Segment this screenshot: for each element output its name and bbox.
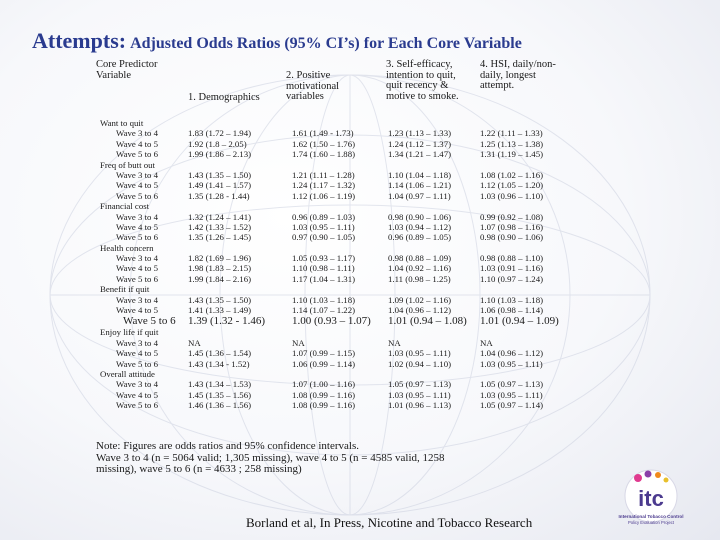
row-label: Wave 4 to 5 <box>116 180 159 191</box>
table-cell: 1.24 (1.17 – 1.32) <box>292 180 356 191</box>
table-cell: 1.43 (1.34 – 1.53) <box>188 379 252 390</box>
table-cell: 1.35 (1.28 - 1.44) <box>188 190 250 201</box>
row-label: Wave 3 to 4 <box>116 337 159 348</box>
section-header <box>96 201 596 211</box>
table-cell: 1.08 (0.99 – 1.16) <box>292 389 356 400</box>
table-cell: 1.07 (0.99 – 1.15) <box>292 348 356 359</box>
row-label: Wave 5 to 6 <box>123 315 176 328</box>
table-cell: 1.04 (0.92 – 1.16) <box>388 263 452 274</box>
table-row <box>96 191 596 201</box>
table-note <box>96 441 445 476</box>
section-label: Financial cost <box>100 201 150 212</box>
table-row <box>96 263 596 273</box>
table-cell: 1.45 (1.35 – 1.56) <box>188 389 252 400</box>
table-cell: 1.10 (1.03 – 1.18) <box>292 294 356 305</box>
table-row <box>96 180 596 190</box>
table-cell: 1.43 (1.34 - 1.52) <box>188 358 250 369</box>
table-cell: 1.39 (1.32 - 1.46) <box>188 315 265 328</box>
logo-dot <box>634 474 642 482</box>
section-header <box>96 369 596 379</box>
row-label: Wave 3 to 4 <box>116 253 159 264</box>
header-line: 2. Positive <box>286 70 331 81</box>
table-cell: 1.07 (0.98 – 1.16) <box>480 221 544 232</box>
table-cell: 1.14 (1.06 – 1.21) <box>388 180 452 191</box>
table-row <box>96 170 596 180</box>
row-label: Wave 5 to 6 <box>116 358 159 369</box>
table-row <box>96 400 596 410</box>
row-label: Wave 3 to 4 <box>116 169 159 180</box>
table-row <box>96 128 596 138</box>
table-row <box>96 338 596 348</box>
section-label: Freq of butt out <box>100 159 155 170</box>
table-cell: 0.97 (0.90 – 1.05) <box>292 232 356 243</box>
table-row <box>96 274 596 284</box>
logo-subtitle: Policy Evaluation Project <box>627 520 675 525</box>
logo-text: itc <box>638 486 664 511</box>
table-cell: 1.10 (0.97 – 1.24) <box>480 273 544 284</box>
header-line: 1. Demographics <box>188 92 260 103</box>
table-cell: 1.03 (0.95 – 1.11) <box>480 389 543 400</box>
section-header <box>96 243 596 253</box>
table-cell: 1.00 (0.93 – 1.07) <box>292 315 371 328</box>
table-cell: 0.98 (0.88 – 1.10) <box>480 253 544 264</box>
table-cell: 1.10 (1.03 – 1.18) <box>480 294 544 305</box>
table-cell: 1.32 (1.24 – 1.41) <box>188 211 252 222</box>
row-label: Wave 5 to 6 <box>116 149 159 160</box>
table-row <box>96 390 596 400</box>
table-cell: 1.12 (1.05 – 1.20) <box>480 180 544 191</box>
itc-logo <box>618 466 704 532</box>
table-cell: 1.23 (1.13 – 1.33) <box>388 128 452 139</box>
logo-subtitle: International Tobacco Control <box>618 514 684 519</box>
table-row <box>96 295 596 305</box>
row-label: Wave 3 to 4 <box>116 294 159 305</box>
section-header <box>96 327 596 337</box>
row-label: Wave 4 to 5 <box>116 305 159 316</box>
header-line: 3. Self-efficacy, <box>386 59 453 70</box>
table-cell: 0.96 (0.89 – 1.03) <box>292 211 356 222</box>
table-cell: 1.07 (1.00 – 1.16) <box>292 379 356 390</box>
section-label: Health concern <box>100 242 154 253</box>
table-cell: 1.22 (1.11 – 1.33) <box>480 128 543 139</box>
table-cell: 1.05 (0.97 – 1.13) <box>388 379 452 390</box>
row-label: Wave 4 to 5 <box>116 221 159 232</box>
logo-dot <box>664 478 669 483</box>
table-cell: 1.09 (1.02 – 1.16) <box>388 294 452 305</box>
table-cell: 1.02 (0.94 – 1.10) <box>388 358 452 369</box>
table-cell: 1.21 (1.11 – 1.28) <box>292 169 355 180</box>
table-cell: 1.43 (1.35 – 1.50) <box>188 294 252 305</box>
table-cell: 1.05 (0.97 – 1.14) <box>480 400 544 411</box>
section-header <box>96 160 596 170</box>
table-cell: 1.01 (0.94 – 1.08) <box>388 315 467 328</box>
table-cell: 0.96 (0.89 – 1.05) <box>388 232 452 243</box>
table-cell: 1.24 (1.12 – 1.37) <box>388 138 452 149</box>
table-cell: 1.05 (0.97 – 1.13) <box>480 379 544 390</box>
table-cell: 1.43 (1.35 – 1.50) <box>188 169 252 180</box>
table-row <box>96 348 596 358</box>
table-row <box>96 253 596 263</box>
table-cell: 1.03 (0.91 – 1.16) <box>480 263 544 274</box>
table-cell: 1.03 (0.94 – 1.12) <box>388 221 452 232</box>
table-cell: 1.99 (1.86 – 2.13) <box>188 149 252 160</box>
row-label: Wave 4 to 5 <box>116 138 159 149</box>
table-cell: 1.06 (0.98 – 1.14) <box>480 305 544 316</box>
table-row <box>96 149 596 159</box>
table-cell: 1.34 (1.21 – 1.47) <box>388 149 452 160</box>
table-cell: 1.62 (1.50 – 1.76) <box>292 138 356 149</box>
table-cell: 0.99 (0.92 – 1.08) <box>480 211 544 222</box>
table-row <box>96 379 596 389</box>
table-cell: 1.11 (0.98 – 1.25) <box>388 273 451 284</box>
table-cell: 1.03 (0.96 – 1.10) <box>480 190 544 201</box>
table-cell: 1.12 (1.06 – 1.19) <box>292 190 356 201</box>
table-cell: 1.17 (1.04 – 1.31) <box>292 273 356 284</box>
table-cell: 1.83 (1.72 – 1.94) <box>188 128 252 139</box>
table-cell: 1.45 (1.36 – 1.54) <box>188 348 252 359</box>
header-line: attempt. <box>480 80 515 91</box>
citation: Borland et al, In Press, Nicotine and Tobacco Research <box>246 515 533 530</box>
table-cell: 1.04 (0.96 – 1.12) <box>480 348 544 359</box>
table-cell: NA <box>480 337 493 348</box>
section-label: Want to quit <box>100 118 144 128</box>
section-label: Benefit if quit <box>100 284 150 295</box>
table-cell: 1.03 (0.95 – 1.11) <box>388 348 451 359</box>
header-line: Variable <box>96 69 131 81</box>
row-label: Wave 3 to 4 <box>116 128 159 139</box>
table-cell: 0.98 (0.90 – 1.06) <box>480 232 544 243</box>
section-header <box>96 118 596 128</box>
header-self-efficacy <box>386 60 459 102</box>
header-line: daily, longest <box>480 69 536 81</box>
table-cell: 1.10 (0.98 – 1.11) <box>292 263 355 274</box>
table-cell: 1.01 (0.96 – 1.13) <box>388 400 452 411</box>
table-cell: 1.92 (1.8 – 2.05) <box>188 138 247 149</box>
table-cell: 1.10 (1.04 – 1.18) <box>388 169 452 180</box>
table-row <box>96 359 596 369</box>
header-line: 4. HSI, daily/non- <box>480 59 556 70</box>
table-cell: NA <box>388 337 401 348</box>
logo-dot <box>645 471 652 478</box>
table-cell: 1.49 (1.41 – 1.57) <box>188 180 252 191</box>
odds-ratio-table <box>96 60 596 470</box>
note-line: Wave 3 to 4 (n = 5064 valid; 1,305 missing), wave 4 to 5 (n = 4585 valid, 1258 <box>96 451 445 464</box>
title-rest: Adjusted Odds Ratios (95% CI’s) for Each Core Variable <box>130 35 522 52</box>
table-cell: 1.01 (0.94 – 1.09) <box>480 315 559 328</box>
row-label: Wave 3 to 4 <box>116 211 159 222</box>
section-label: Overall attitude <box>100 368 155 379</box>
header-line: Core Predictor <box>96 59 158 70</box>
header-hsi <box>480 60 556 92</box>
table-cell: 0.98 (0.88 – 1.09) <box>388 253 452 264</box>
row-label: Wave 5 to 6 <box>116 232 159 243</box>
row-label: Wave 5 to 6 <box>116 190 159 201</box>
row-label: Wave 4 to 5 <box>116 348 159 359</box>
table-cell: 1.82 (1.69 – 1.96) <box>188 253 252 264</box>
header-line: motive to smoke. <box>386 90 459 102</box>
table-row <box>96 139 596 149</box>
row-label: Wave 3 to 4 <box>116 379 159 390</box>
row-label: Wave 5 to 6 <box>116 400 159 411</box>
table-cell: 1.06 (0.99 – 1.14) <box>292 358 356 369</box>
section-header <box>96 284 596 294</box>
table-row <box>96 315 596 327</box>
note-line: Note: Figures are odds ratios and 95% confidence intervals. <box>96 440 360 452</box>
table-cell: 1.98 (1.83 – 2.15) <box>188 263 252 274</box>
header-line: intention to quit, <box>386 69 456 81</box>
header-line: quit recency & <box>386 80 449 91</box>
table-cell: 1.31 (1.19 – 1.45) <box>480 149 544 160</box>
table-cell: 1.03 (0.95 – 1.11) <box>388 389 451 400</box>
row-label: Wave 5 to 6 <box>116 273 159 284</box>
header-positive-motivational <box>286 71 339 103</box>
note-line: missing), wave 5 to 6 (n = 4633 ; 258 missing) <box>96 463 302 476</box>
title-lead: Attempts: <box>32 28 127 53</box>
header-demographics <box>188 93 260 104</box>
table-cell: 1.03 (0.95 – 1.11) <box>292 221 355 232</box>
table-cell: 1.61 (1.49 - 1.73) <box>292 128 354 139</box>
table-cell: 0.98 (0.90 – 1.06) <box>388 211 452 222</box>
table-row <box>96 222 596 232</box>
header-line: variables <box>286 91 324 102</box>
table-row <box>96 232 596 242</box>
table-cell: 1.25 (1.13 – 1.38) <box>480 138 544 149</box>
table-cell: 1.03 (0.95 – 1.11) <box>480 358 543 369</box>
table-cell: 1.08 (0.99 – 1.16) <box>292 400 356 411</box>
table-cell: 1.14 (1.07 – 1.22) <box>292 305 356 316</box>
table-body <box>96 118 596 411</box>
table-cell: 1.74 (1.60 – 1.88) <box>292 149 356 160</box>
table-cell: 1.04 (0.96 – 1.12) <box>388 305 452 316</box>
table-cell: 1.05 (0.93 – 1.17) <box>292 253 356 264</box>
table-cell: 1.08 (1.02 – 1.16) <box>480 169 544 180</box>
table-row <box>96 305 596 315</box>
row-label: Wave 4 to 5 <box>116 263 159 274</box>
table-cell: 1.42 (1.33 – 1.52) <box>188 221 252 232</box>
header-line: motivational <box>286 80 340 92</box>
table-cell: 1.04 (0.97 – 1.11) <box>388 190 451 201</box>
row-label: Wave 4 to 5 <box>116 389 159 400</box>
table-cell: 1.99 (1.84 – 2.16) <box>188 273 252 284</box>
table-cell: NA <box>188 337 201 348</box>
table-row <box>96 212 596 222</box>
header-core-predictor <box>96 60 158 81</box>
table-cell: 1.46 (1.36 – 1.56) <box>188 400 252 411</box>
table-cell: 1.35 (1.26 – 1.45) <box>188 232 252 243</box>
section-label: Enjoy life if quit <box>100 327 159 338</box>
table-cell: NA <box>292 337 305 348</box>
table-cell: 1.41 (1.33 – 1.49) <box>188 305 252 316</box>
slide-title <box>32 28 522 54</box>
logo-dot <box>655 472 661 478</box>
